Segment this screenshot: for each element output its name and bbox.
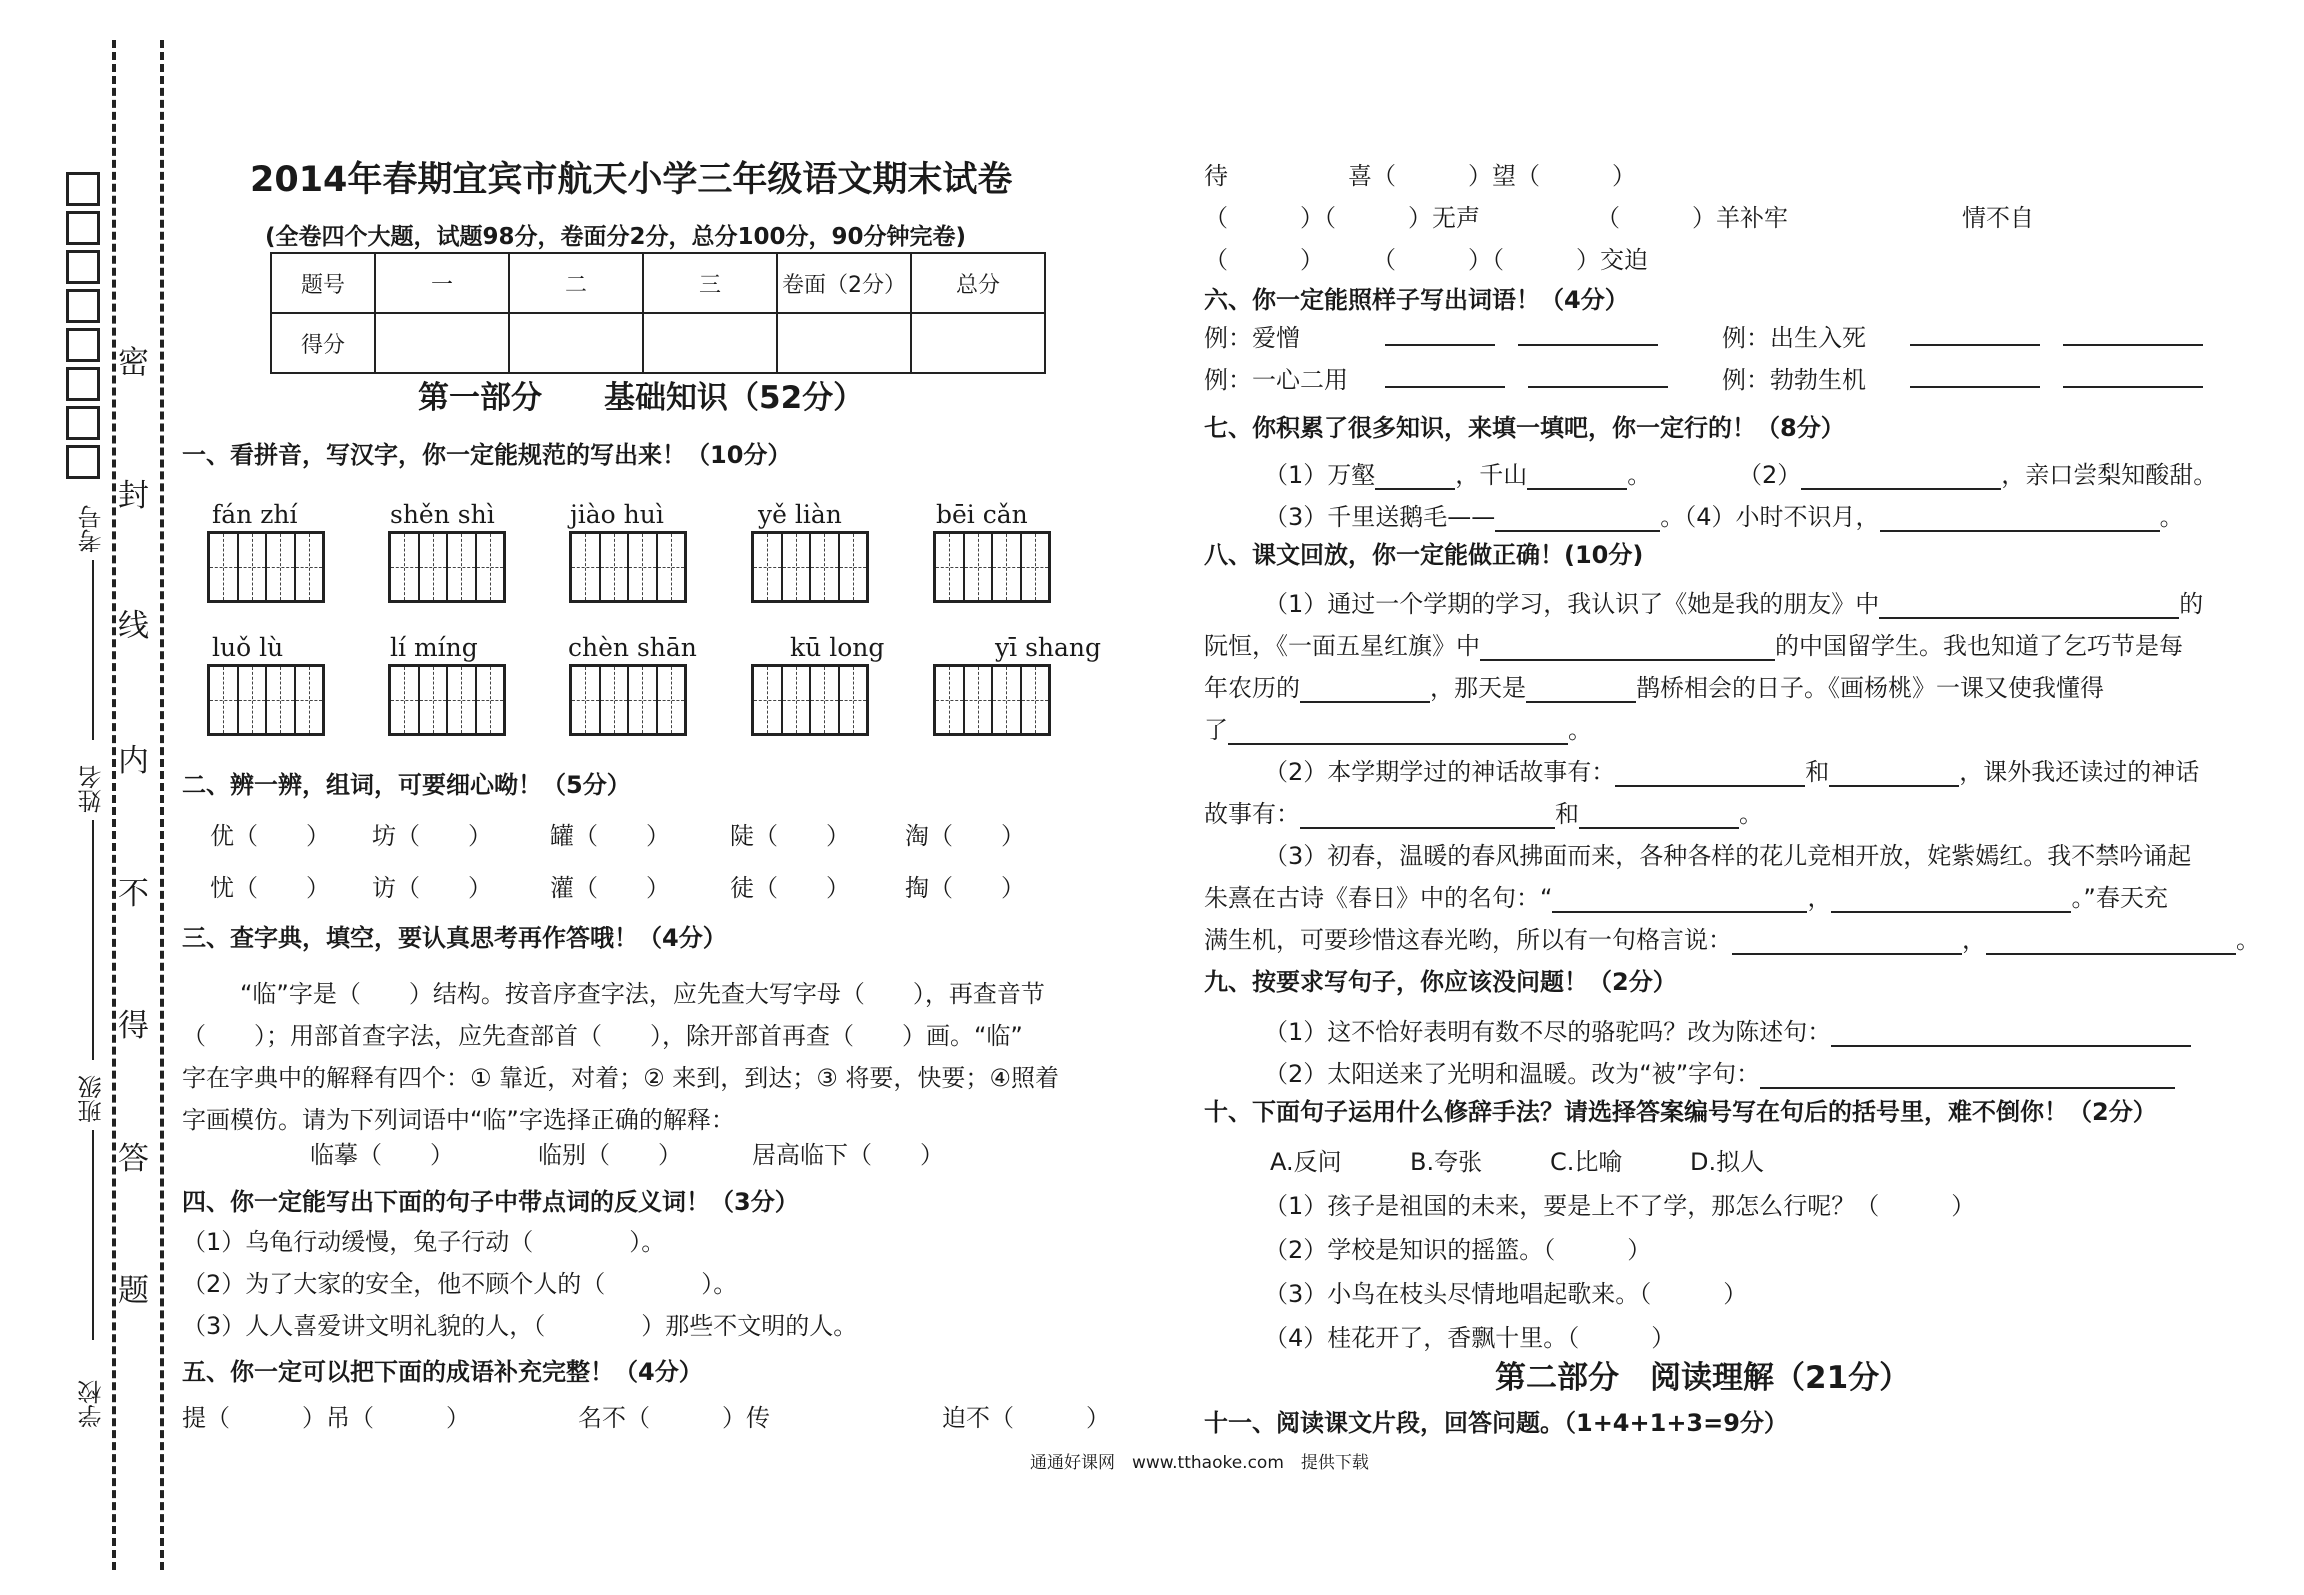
q8-title: 八、课文回放，你一定能做正确！(10分) (1204, 541, 1644, 569)
q2-item[interactable]: 陡（ ） (730, 822, 850, 850)
q2-item[interactable]: 坊（ ） (372, 822, 492, 850)
q6-example: 例：爱憎 (1204, 324, 1300, 352)
binding-dashed-line-inner (160, 40, 164, 1570)
q10-item[interactable]: （4）桂花开了，香飘十里。（ ） (1264, 1324, 1676, 1352)
q3-line: 字画模仿。请为下列词语中“临”字选择正确的解释： (182, 1106, 735, 1134)
q7-line[interactable]: （1）万壑 ，千山 。 (1264, 461, 1652, 489)
q5-item[interactable]: 迫不（ ） (942, 1404, 1110, 1432)
pinyin: jiào huì (570, 500, 664, 529)
writing-grid[interactable] (569, 531, 687, 603)
seal-char: 答 (118, 1141, 149, 1177)
label-class: 班级 (78, 1075, 106, 1123)
label-school: 学校 (78, 1380, 106, 1428)
q2-item[interactable]: 忧（ ） (210, 874, 330, 902)
seal-char: 封 (118, 478, 149, 514)
q3-item[interactable]: 临摹（ ） (310, 1141, 454, 1169)
q9-line[interactable]: （1）这不恰好表明有数不尽的骆驼吗？改为陈述句： (1264, 1012, 2191, 1047)
q6-title: 六、你一定能照样子写出词语！（4分） (1204, 286, 1629, 314)
q5-item[interactable]: （ ）（ ）无声 (1204, 204, 1480, 232)
binding-dashed-line-outer (112, 40, 116, 1570)
q2-item[interactable]: 灌（ ） (550, 874, 670, 902)
q5-item[interactable]: （ ）羊补牢 (1596, 204, 1788, 232)
seal-char: 密 (118, 345, 149, 381)
pinyin: luǒ lù (212, 633, 284, 662)
pinyin: lí míng (390, 633, 478, 662)
q10-option: D.拟人 (1690, 1148, 1765, 1176)
q10-item[interactable]: （2）学校是知识的摇篮。（ ） (1264, 1236, 1652, 1264)
score-table: 题号 一 二 三 卷面（2分） 总分 得分 (270, 252, 1046, 374)
q2-item[interactable]: 徒（ ） (730, 874, 850, 902)
writing-grid[interactable] (388, 531, 506, 603)
q2-item[interactable]: 优（ ） (210, 822, 330, 850)
pinyin: bēi cǎn (936, 500, 1028, 529)
q8-line[interactable]: （2）本学期学过的神话故事有： 和 ，课外我还读过的神话 (1264, 758, 2200, 786)
q3-line: （ ）；用部首查字法，应先查部首（ ），除开部首再查（ ）画。“临” (182, 1022, 1023, 1050)
q4-item[interactable]: （2）为了大家的安全，他不顾个人的（ ）。 (182, 1270, 738, 1298)
q5-item[interactable]: 情不自 (1962, 204, 2034, 232)
q8-line[interactable]: 了 。 (1204, 716, 1592, 744)
footer: 通通好课网 www.tthaoke.com 提供下载 (1030, 1453, 1369, 1473)
q8-line[interactable]: 满生机，可要珍惜这春光哟，所以有一句格言说： ， 。 (1204, 926, 2260, 954)
pinyin: shěn shì (390, 500, 495, 529)
seal-char: 题 (118, 1273, 149, 1309)
q9-title: 九、按要求写句子，你应该没问题！（2分） (1204, 968, 1677, 996)
seal-char: 内 (118, 743, 149, 779)
q7-title: 七、你积累了很多知识，来填一填吧，你一定行的！（8分） (1204, 414, 1845, 442)
exam-number-boxes[interactable] (66, 172, 100, 484)
label-name: 姓名 (78, 765, 106, 813)
q4-item[interactable]: （1）乌龟行动缓慢，兔子行动（ ）。 (182, 1228, 666, 1256)
q10-title: 十、下面句子运用什么修辞手法？请选择答案编号写在句后的括号里，难不倒你！（2分） (1204, 1098, 2157, 1126)
pinyin: fán zhí (212, 500, 298, 529)
pinyin: chèn shān (568, 633, 697, 662)
q3-title: 三、查字典，填空，要认真思考再作答哦！（4分） (182, 924, 727, 952)
label-exam-number: 考号 (78, 505, 106, 553)
q7-line[interactable]: （2） ，亲口尝梨知酸甜。 (1738, 461, 2218, 489)
q10-option: C.比喻 (1550, 1148, 1623, 1176)
q4-item[interactable]: （3）人人喜爱讲文明礼貌的人，（ ）那些不文明的人。 (182, 1312, 858, 1340)
q8-line[interactable]: 年农历的 ，那天是 鹊桥相会的日子。《画杨桃》一课又使我懂得 (1204, 674, 2104, 702)
q11-title: 十一、阅读课文片段，回答问题。（1+4+1+3=9分） (1204, 1409, 1788, 1437)
q8-line: （3）初春，温暖的春风拂面而来，各种各样的花儿竞相开放，姹紫嫣红。我不禁吟诵起 (1264, 842, 2192, 870)
q8-line[interactable]: 故事有： 和 。 (1204, 800, 1763, 828)
name-line[interactable] (92, 820, 94, 1060)
writing-grid[interactable] (751, 531, 869, 603)
q10-item[interactable]: （1）孩子是祖国的未来，要是上不了学，那怎么行呢？（ ） (1264, 1192, 1976, 1220)
writing-grid[interactable] (751, 664, 869, 736)
q6-blank[interactable] (1910, 318, 2203, 346)
writing-grid[interactable] (207, 531, 325, 603)
q2-item[interactable]: 罐（ ） (550, 822, 670, 850)
page-title: 2014年春期宜宾市航天小学三年级语文期末试卷 (250, 160, 1013, 200)
q3-item[interactable]: 居高临下（ ） (752, 1141, 944, 1169)
q5-item[interactable]: 提（ ）吊（ ） (182, 1404, 470, 1432)
seal-char: 不 (118, 876, 149, 912)
pinyin: kū long (790, 633, 885, 662)
q2-title: 二、辨一辨，组词，可要细心呦！（5分） (182, 771, 631, 799)
q10-item[interactable]: （3）小鸟在枝头尽情地唱起歌来。（ ） (1264, 1280, 1748, 1308)
writing-grid[interactable] (207, 664, 325, 736)
q5-item[interactable]: 名不（ ）传 (578, 1404, 770, 1432)
writing-grid[interactable] (933, 664, 1051, 736)
q6-blank[interactable] (1385, 360, 1668, 388)
q2-item[interactable]: 淘（ ） (905, 822, 1025, 850)
q10-option: A.反问 (1270, 1148, 1342, 1176)
part1-heading: 第一部分 基础知识（52分） (418, 380, 865, 416)
writing-grid[interactable] (569, 664, 687, 736)
q3-item[interactable]: 临别（ ） (538, 1141, 682, 1169)
pinyin: yī shang (995, 633, 1102, 662)
q3-line: 字在字典中的解释有四个：① 靠近，对着；② 来到，到达；③ 将要，快要；④照着 (182, 1064, 1059, 1092)
q3-line: “临”字是（ ）结构。按音序查字法，应先查大写字母（ ），再查音节 (240, 980, 1045, 1008)
writing-grid[interactable] (388, 664, 506, 736)
q6-example: 例：出生入死 (1722, 324, 1866, 352)
exam-number-line[interactable] (92, 560, 94, 740)
exam-subtitle: (全卷四个大题，试题98分，卷面分2分，总分100分，90分钟完卷) (265, 224, 967, 250)
q8-line[interactable]: 朱熹在古诗《春日》中的名句：“ ， 。”春天充 (1204, 884, 2168, 912)
q6-example: 例：勃勃生机 (1722, 366, 1866, 394)
class-line[interactable] (92, 1130, 94, 1340)
q6-blank[interactable] (1910, 360, 2203, 388)
q10-option: B.夸张 (1410, 1148, 1483, 1176)
writing-grid[interactable] (933, 531, 1051, 603)
q5-title: 五、你一定可以把下面的成语补充完整！（4分） (182, 1358, 703, 1386)
seal-char: 线 (118, 608, 149, 644)
seal-char: 得 (118, 1008, 149, 1044)
q2-item[interactable]: 访（ ） (372, 874, 492, 902)
q9-line[interactable]: （2）太阳送来了光明和温暖。改为“被”字句： (1264, 1054, 2175, 1089)
q2-item[interactable]: 掏（ ） (905, 874, 1025, 902)
pinyin: yě liàn (758, 500, 842, 529)
q6-example: 例：一心二用 (1204, 366, 1348, 394)
q4-title: 四、你一定能写出下面的句子中带点词的反义词！（3分） (182, 1188, 799, 1216)
q5-item[interactable]: 待 喜（ ）望（ ） (1204, 162, 1636, 190)
part2-heading: 第二部分 阅读理解（21分） (1495, 1360, 1911, 1396)
q8-line[interactable]: 阮恒，《一面五星红旗》中 的中国留学生。我也知道了乞巧节是每 (1204, 632, 2183, 660)
q7-line[interactable]: （3）千里送鹅毛—— 。（4）小时不识月， 。 (1264, 503, 2184, 531)
q5-item[interactable]: （ ） （ ）（ ）交迫 (1204, 246, 1648, 274)
q1-title: 一、看拼音，写汉字，你一定能规范的写出来！（10分） (182, 441, 792, 469)
q6-blank[interactable] (1385, 318, 1658, 346)
q8-line[interactable]: （1）通过一个学期的学习，我认识了《她是我的朋友》中 的 (1264, 590, 2204, 618)
